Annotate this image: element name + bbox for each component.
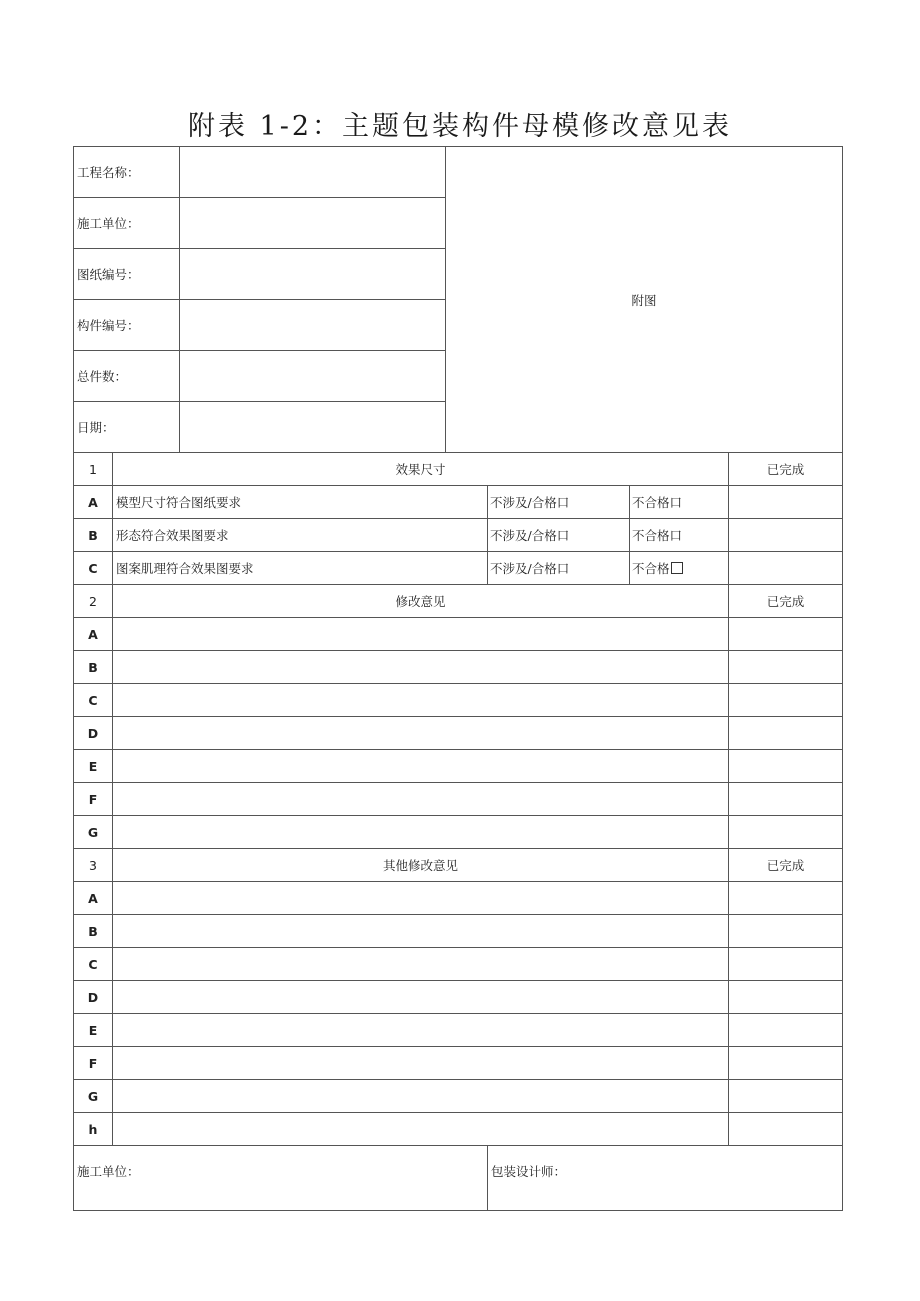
comment-field[interactable] [113,783,729,816]
done-cell[interactable] [729,1047,843,1080]
done-cell[interactable] [729,882,843,915]
row-letter: E [74,1014,113,1047]
signature-row [74,1146,843,1211]
row-letter: G [74,816,113,849]
section-3-row [74,882,843,915]
info-label: 施工单位： [74,198,180,249]
comment-field[interactable] [113,684,729,717]
section-2-row [74,618,843,651]
section-number: 2 [74,585,113,618]
info-label: 总件数： [74,351,180,402]
comment-field[interactable] [113,816,729,849]
done-cell[interactable] [729,948,843,981]
section-2-header [74,585,843,618]
done-cell[interactable] [729,684,843,717]
section-3-row [74,1014,843,1047]
section-1-header [74,453,843,486]
done-cell[interactable] [729,519,843,552]
done-cell[interactable] [729,1014,843,1047]
section-3-row [74,948,843,981]
done-cell[interactable] [729,816,843,849]
row-letter: C [74,948,113,981]
option-fail-checkbox[interactable]: 不合格口 [630,486,729,519]
comment-field[interactable] [113,717,729,750]
section-title: 效果尺寸 [113,453,729,486]
page-title: 附表 1-2：主题包装构件母模修改意见表 [187,111,733,142]
comment-field[interactable] [113,1113,729,1146]
row-letter: A [74,618,113,651]
row-letter: B [74,651,113,684]
attachment-label: 附图 [631,292,657,308]
row-letter: h [74,1113,113,1146]
section-3-row [74,981,843,1014]
info-row-project-name [74,147,843,198]
section-3-row [74,1080,843,1113]
footer-right-label: 包装设计师： [491,1164,567,1179]
row-letter: G [74,1080,113,1113]
comment-field[interactable] [113,1047,729,1080]
option-fail-checkbox[interactable] [630,552,729,585]
section-1-row [74,552,843,585]
row-letter: D [74,717,113,750]
done-cell[interactable] [729,783,843,816]
section-title: 其他修改意见 [113,849,729,882]
section-number: 1 [74,453,113,486]
footer-left-label: 施工单位： [77,1164,140,1179]
check-item-text: 图案肌理符合效果图要求 [113,552,488,585]
row-letter: C [74,552,113,585]
option-pass-checkbox[interactable]: 不涉及/合格口 [488,519,630,552]
done-cell[interactable] [729,915,843,948]
section-3-row [74,1113,843,1146]
section-2-row [74,783,843,816]
info-value-field[interactable] [180,249,446,300]
info-label: 日期： [74,402,180,453]
section-3-row [74,1047,843,1080]
section-3-header [74,849,843,882]
section-2-row [74,717,843,750]
section-2-row [74,750,843,783]
row-letter: F [74,783,113,816]
option-pass-checkbox[interactable]: 不涉及/合格口 [488,486,630,519]
row-letter: F [74,1047,113,1080]
comment-field[interactable] [113,750,729,783]
info-label: 构件编号： [74,300,180,351]
info-value-field[interactable] [180,351,446,402]
row-letter: A [74,882,113,915]
done-cell[interactable] [729,552,843,585]
done-cell[interactable] [729,1080,843,1113]
row-letter: C [74,684,113,717]
info-label: 图纸编号： [74,249,180,300]
revision-form-table [73,146,843,1211]
option-fail-label: 不合格 [632,561,670,576]
info-value-field[interactable] [180,402,446,453]
done-header: 已完成 [729,585,843,618]
section-1-row [74,486,843,519]
section-1-row [74,519,843,552]
done-cell[interactable] [729,651,843,684]
check-item-text: 形态符合效果图要求 [113,519,488,552]
section-number: 3 [74,849,113,882]
designer-signature[interactable] [488,1146,843,1211]
done-cell[interactable] [729,618,843,651]
done-header: 已完成 [729,849,843,882]
row-letter: E [74,750,113,783]
info-value-field[interactable] [180,147,446,198]
check-item-text: 模型尺寸符合图纸要求 [113,486,488,519]
attachment-area[interactable] [446,147,843,453]
comment-field[interactable] [113,948,729,981]
section-2-row [74,651,843,684]
info-value-field[interactable] [180,300,446,351]
done-cell[interactable] [729,486,843,519]
comment-field[interactable] [113,1080,729,1113]
done-cell[interactable] [729,717,843,750]
comment-field[interactable] [113,618,729,651]
section-3-row [74,915,843,948]
construction-unit-signature[interactable] [74,1146,488,1211]
row-letter: A [74,486,113,519]
comment-field[interactable] [113,1014,729,1047]
row-letter: B [74,915,113,948]
section-2-row [74,684,843,717]
comment-field[interactable] [113,882,729,915]
done-cell[interactable] [729,750,843,783]
done-header: 已完成 [729,453,843,486]
comment-field[interactable] [113,981,729,1014]
info-value-field[interactable] [180,198,446,249]
checkbox-square-icon[interactable] [671,562,683,574]
section-2-row [74,816,843,849]
info-label: 工程名称： [74,147,180,198]
comment-field[interactable] [113,915,729,948]
done-cell[interactable] [729,1113,843,1146]
option-fail-checkbox[interactable]: 不合格口 [630,519,729,552]
done-cell[interactable] [729,981,843,1014]
section-title: 修改意见 [113,585,729,618]
comment-field[interactable] [113,651,729,684]
row-letter: D [74,981,113,1014]
row-letter: B [74,519,113,552]
option-pass-checkbox[interactable]: 不涉及/合格口 [488,552,630,585]
